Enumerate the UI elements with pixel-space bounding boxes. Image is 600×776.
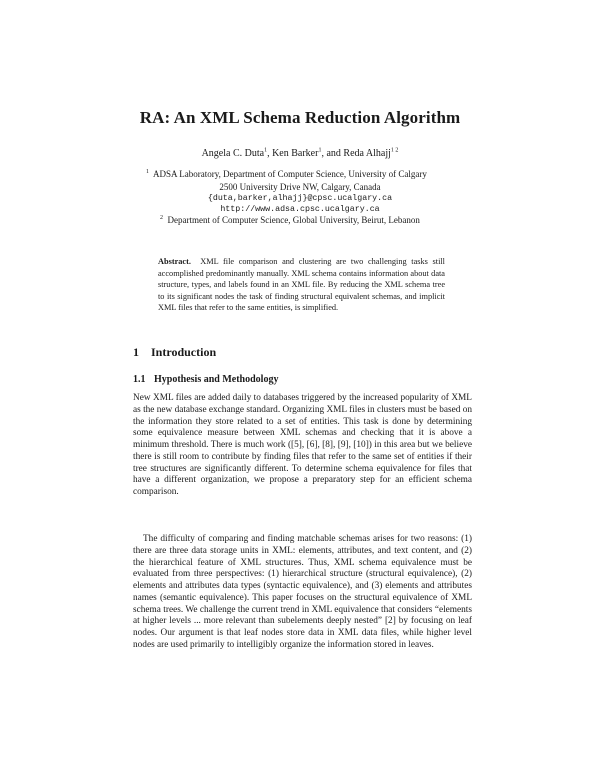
affiliation-url: http://www.adsa.cpsc.ucalgary.ca — [220, 205, 380, 214]
author-list — [0, 148, 600, 159]
author-affiliation-mark: 1 — [318, 147, 322, 154]
affiliation-mark: 2 — [160, 215, 163, 221]
author-separator: , — [267, 148, 273, 159]
author-name: Reda Alhajj — [343, 148, 391, 159]
author-name: Angela C. Duta — [201, 148, 265, 159]
author-affiliation-mark: 1 — [264, 147, 268, 154]
abstract-text: XML file comparison and clustering are two challenging tasks still accomplished predominantly manually. XML schema contains information about data structure, types, and labels found in an XML file. By reducing the XML schema tree to its significant nodes the task of finding structural equivalent schemas, and implicit XML files that refer to the same entities, is simplified. — [158, 257, 445, 313]
section-title: Introduction — [151, 345, 217, 359]
affiliation-text: ADSA Laboratory, Department of Computer Science, University of Calgary — [153, 169, 427, 179]
affiliation-mark: 1 — [146, 169, 149, 175]
abstract-label: Abstract. — [158, 257, 191, 266]
author-separator: , and — [321, 148, 344, 159]
paper-title: RA: An XML Schema Reduction Algorithm — [139, 108, 461, 127]
subsection-number: 1.1 — [133, 374, 146, 385]
author-name: Ken Barker — [272, 148, 319, 159]
subsection-heading — [133, 374, 278, 385]
author-affiliation-mark: 1 2 — [390, 147, 399, 154]
section-heading — [133, 345, 216, 360]
body-paragraph-1: New XML files are added daily to databases triggered by the increased popularity of XML as the new database exchange standard. Organizing XML files in clusters must be based on the information they store related to a set of entities. This task is done by determining some equivalence measure between XML schemas and checking that it is above a minimum threshold. There is much work ([5], [6], [8], [9], [10]) in this area but we believe there is still room to contribute by finding files that refer to the same set of entities if their tree structures are significantly different. To determine schema equivalence for files that have a different organization, we propose a preparatory step for an efficient schema comparison. — [133, 393, 472, 497]
body-paragraph-2: The difficulty of comparing and finding matchable schemas arises for two reasons: (1) there are three data storage units in XML: elements, attributes, and text content, and (2) the hierarchical feature of XML structures. Thus, XML schema equivalence must be evaluated from three perspectives: (1) hierarchical structure (structural equivalence), (2) elements and attributes data types (syntactic equivalence), and (3) elements and attributes names (semantic equivalence). This paper focuses on the structural equivalence of XML schema trees. We challenge the current trend in XML equivalence that considers “elements at higher levels ... more relevant than subelements deeply nested” [2] by focusing on leaf nodes. Our argument is that leaf nodes store data in XML data files, while higher level nodes are used primarily to intelligibly organize the information stored in leaves. — [133, 534, 472, 650]
affiliation-1-line-1 — [146, 169, 427, 179]
abstract — [158, 256, 445, 314]
affiliation-email: {duta,barker,alhajj}@cpsc.ucalgary.ca — [207, 194, 393, 203]
section-number: 1 — [133, 345, 139, 359]
affiliation-1-line-2: 2500 University Drive NW, Calgary, Canada — [219, 182, 381, 192]
affiliation-text: Department of Computer Science, Global University, Beirut, Lebanon — [167, 215, 420, 225]
affiliation-2 — [160, 215, 420, 225]
subsection-title: Hypothesis and Methodology — [154, 374, 279, 385]
